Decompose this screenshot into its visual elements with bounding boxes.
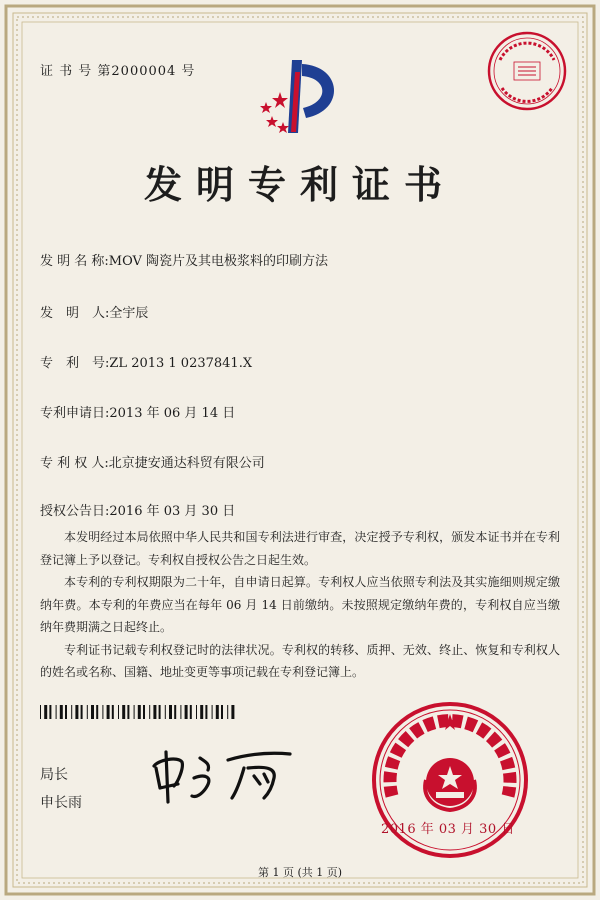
- barcode-bar: [143, 705, 145, 719]
- field-label: 发 明 名 称:: [40, 254, 109, 269]
- barcode-bar: [185, 705, 188, 719]
- field-label: 专利申请日:: [40, 406, 110, 421]
- barcode-bar: [60, 705, 63, 719]
- barcode-bar: [212, 705, 213, 719]
- barcode-bar: [134, 705, 135, 719]
- barcode-bar: [174, 705, 176, 719]
- barcode-bar: [107, 705, 110, 719]
- barcode-bar: [118, 705, 119, 719]
- barcode-bar: [102, 705, 103, 719]
- field-value: MOV 陶瓷片及其电极浆料的印刷方法: [108, 254, 329, 269]
- barcode-bar: [44, 705, 47, 719]
- barcode-bar: [180, 705, 181, 719]
- director-signature: [148, 738, 298, 808]
- barcode-bar: [81, 705, 83, 719]
- barcode-bar: [138, 705, 141, 719]
- field-label: 发 明 人:: [40, 306, 110, 321]
- barcode-bar: [196, 705, 197, 719]
- agency-seal: [486, 30, 568, 112]
- barcode: [40, 705, 240, 719]
- barcode-bar: [231, 705, 234, 719]
- body-paragraph: 本专利的专利权期限为二十年，自申请日起算。专利权人应当依照专利法及其实施细则规定缴纳年费。本专利的年费应当在每年 06 月 14 日前缴纳。未按照规定缴纳年费的，专利权自应当缴纳年费期满之日起终止。: [40, 575, 560, 634]
- barcode-bar: [127, 705, 129, 719]
- barcode-bar: [227, 705, 228, 719]
- director-title: 局长: [40, 767, 68, 783]
- director-name: 申长雨: [40, 795, 82, 811]
- field-label: 专 利 号:: [40, 356, 110, 371]
- barcode-bar: [190, 705, 192, 719]
- barcode-bar: [149, 705, 150, 719]
- certificate-number: 证 书 号 第2000004 号: [40, 64, 196, 79]
- page-number: 第 1 页 (共 1 页): [257, 866, 343, 879]
- seal-date: 2016 年 03 月 30 日: [381, 822, 515, 837]
- field-value: 全宇辰: [109, 306, 149, 321]
- barcode-bar: [221, 705, 223, 719]
- field-value: ZL 2013 1 0237841.X: [109, 356, 253, 371]
- invention-name-field: [40, 250, 328, 269]
- barcode-bar: [153, 705, 156, 719]
- field-value: 北京捷安通达科贸有限公司: [108, 456, 265, 471]
- application-date-field: [40, 402, 235, 421]
- field-value: 2013 年 06 月 14 日: [109, 406, 236, 421]
- barcode-bar: [200, 705, 203, 719]
- barcode-bar: [165, 705, 166, 719]
- barcode-bar: [112, 705, 114, 719]
- barcode-bar: [71, 705, 72, 719]
- barcode-bar: [49, 705, 51, 719]
- page-title: 发明专利证书: [143, 163, 456, 207]
- grant-date-field: [40, 500, 235, 519]
- barcode-bar: [75, 705, 78, 719]
- patent-number-field: [40, 352, 252, 371]
- barcode-bar: [205, 705, 207, 719]
- field-label: 专 利 权 人:: [40, 456, 109, 471]
- field-value: 2016 年 03 月 30 日: [109, 504, 236, 519]
- barcode-bar: [96, 705, 98, 719]
- barcode-bar: [91, 705, 94, 719]
- barcode-bar: [40, 705, 41, 719]
- barcode-bar: [87, 705, 88, 719]
- barcode-bar: [56, 705, 57, 719]
- barcode-bar: [159, 705, 161, 719]
- cnipa-logo-icon: [250, 58, 350, 138]
- barcode-bar: [122, 705, 125, 719]
- field-label: 授权公告日:: [40, 504, 110, 519]
- barcode-bar: [169, 705, 172, 719]
- patentee-field: [40, 452, 265, 471]
- barcode-bar: [65, 705, 67, 719]
- certificate-body: [40, 526, 560, 684]
- body-paragraph: 专利证书记载专利权登记时的法律状况。专利权的转移、质押、无效、终止、恢复和专利权人的姓名或名称、国籍、地址变更等事项记载在专利登记簿上。: [40, 642, 560, 679]
- body-paragraph: 本发明经过本局依照中华人民共和国专利法进行审查，决定授予专利权，颁发本证书并在专利登记簿上予以登记。专利权自授权公告之日起生效。: [40, 530, 560, 567]
- barcode-bar: [216, 705, 219, 719]
- inventor-field: [40, 302, 148, 321]
